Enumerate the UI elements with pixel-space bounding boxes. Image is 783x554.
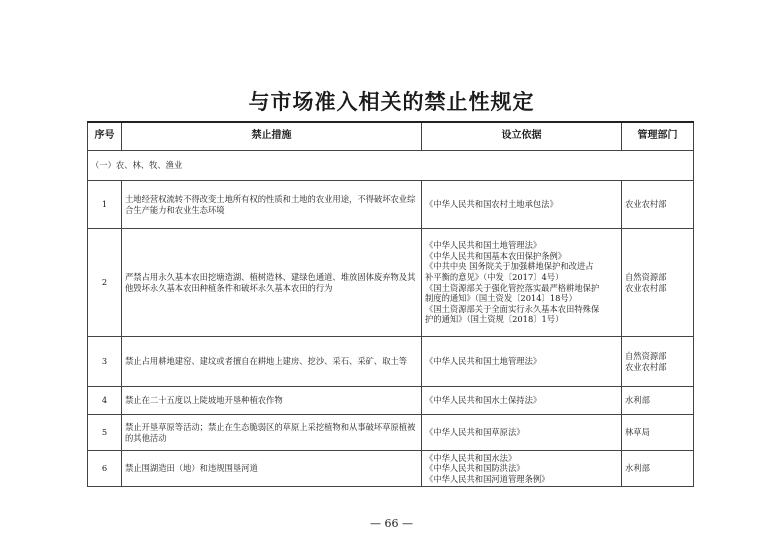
- row-dept: [622, 181, 694, 229]
- dept-line: 自然资源部: [625, 350, 667, 361]
- table-row: [88, 229, 694, 337]
- basis-line: 制度的通知》（国土资发〔2014〕18号）: [425, 293, 577, 304]
- dept-line: 农业农村部: [625, 199, 667, 210]
- row-dept: [622, 415, 694, 451]
- row-basis: [422, 387, 622, 415]
- dept-line: 水利部: [625, 395, 650, 406]
- row-dept: [622, 337, 694, 387]
- row-measure: 禁止开垦草原等活动；禁止在生态脆弱区的草原上采挖植物和从事破坏草原植被的其他活动: [122, 415, 422, 451]
- basis-line: 《中华人民共和国河道管理条例》: [425, 473, 550, 484]
- basis-line: 《中共中央 国务院关于加强耕地保护和改进占: [425, 261, 594, 272]
- row-number: 5: [88, 415, 122, 451]
- row-basis: [422, 415, 622, 451]
- row-number: 2: [88, 229, 122, 337]
- header-basis: 设立依据: [422, 122, 622, 151]
- dept-line: 林草局: [625, 427, 650, 438]
- dept-line: 农业农村部: [625, 361, 667, 372]
- basis-line: 《国土资源部关于全面实行永久基本农田特殊保: [425, 303, 600, 314]
- row-measure: 严禁占用永久基本农田挖塘造湖、植树造林、建绿色通道、堆放固体废弃物及其他毁坏永久基本农田种植条件和破坏永久基本农田的行为: [122, 229, 422, 337]
- basis-line: 《中华人民共和国基本农田保护条例》: [425, 250, 567, 261]
- row-measure: 土地经营权流转不得改变土地所有权的性质和土地的农业用途，不得破坏农业综合生产能力和农业生态环境: [122, 181, 422, 229]
- dept-line: 自然资源部: [625, 271, 667, 282]
- basis-line: 《中华人民共和国农村土地承包法》: [425, 199, 558, 210]
- dept-line: 水利部: [625, 463, 650, 474]
- basis-line: 《中华人民共和国水土保持法》: [425, 395, 542, 406]
- row-basis: [422, 337, 622, 387]
- header-dept: 管理部门: [622, 122, 694, 151]
- row-number: 6: [88, 451, 122, 487]
- basis-line: 《中华人民共和国防洪法》: [425, 463, 525, 474]
- table-header-row: [88, 122, 694, 151]
- table-row: [88, 451, 694, 487]
- row-measure: 禁止围湖造田（地）和违规围垦河道: [122, 451, 422, 487]
- row-number: 1: [88, 181, 122, 229]
- row-basis: [422, 229, 622, 337]
- page-number: — 66 —: [370, 517, 413, 530]
- basis-line: 《中华人民共和国土地管理法》: [425, 240, 542, 251]
- table-row: [88, 415, 694, 451]
- basis-line: 《中华人民共和国水法》: [425, 452, 517, 463]
- basis-line: 《国土资源部关于强化管控落实最严格耕地保护: [425, 282, 600, 293]
- rules-table: [87, 121, 694, 487]
- row-basis: [422, 181, 622, 229]
- row-number: 3: [88, 337, 122, 387]
- dept-line: 农业农村部: [625, 282, 667, 293]
- table-row: [88, 337, 694, 387]
- row-basis: [422, 451, 622, 487]
- row-number: 4: [88, 387, 122, 415]
- row-dept: [622, 229, 694, 337]
- basis-line: 护的通知》（国土资规〔2018〕1号）: [425, 314, 564, 325]
- page-title: 与市场准入相关的禁止性规定: [248, 90, 535, 114]
- table-row: [88, 181, 694, 229]
- row-measure: 禁止占用耕地建窑、建坟或者擅自在耕地上建房、挖沙、采石、采矿、取土等: [122, 337, 422, 387]
- table-row: [88, 387, 694, 415]
- row-dept: [622, 387, 694, 415]
- header-measure: 禁止措施: [122, 122, 422, 151]
- section-row: [88, 151, 694, 181]
- row-dept: [622, 451, 694, 487]
- basis-line: 《中华人民共和国土地管理法》: [425, 356, 542, 367]
- basis-line: 补平衡的意见》（中发〔2017〕4号）: [425, 271, 564, 282]
- section-title: （一）农、林、牧、渔业: [88, 151, 694, 181]
- row-measure: 禁止在二十五度以上陡坡地开垦种植农作物: [122, 387, 422, 415]
- header-no: 序号: [88, 122, 122, 151]
- basis-line: 《中华人民共和国草原法》: [425, 427, 525, 438]
